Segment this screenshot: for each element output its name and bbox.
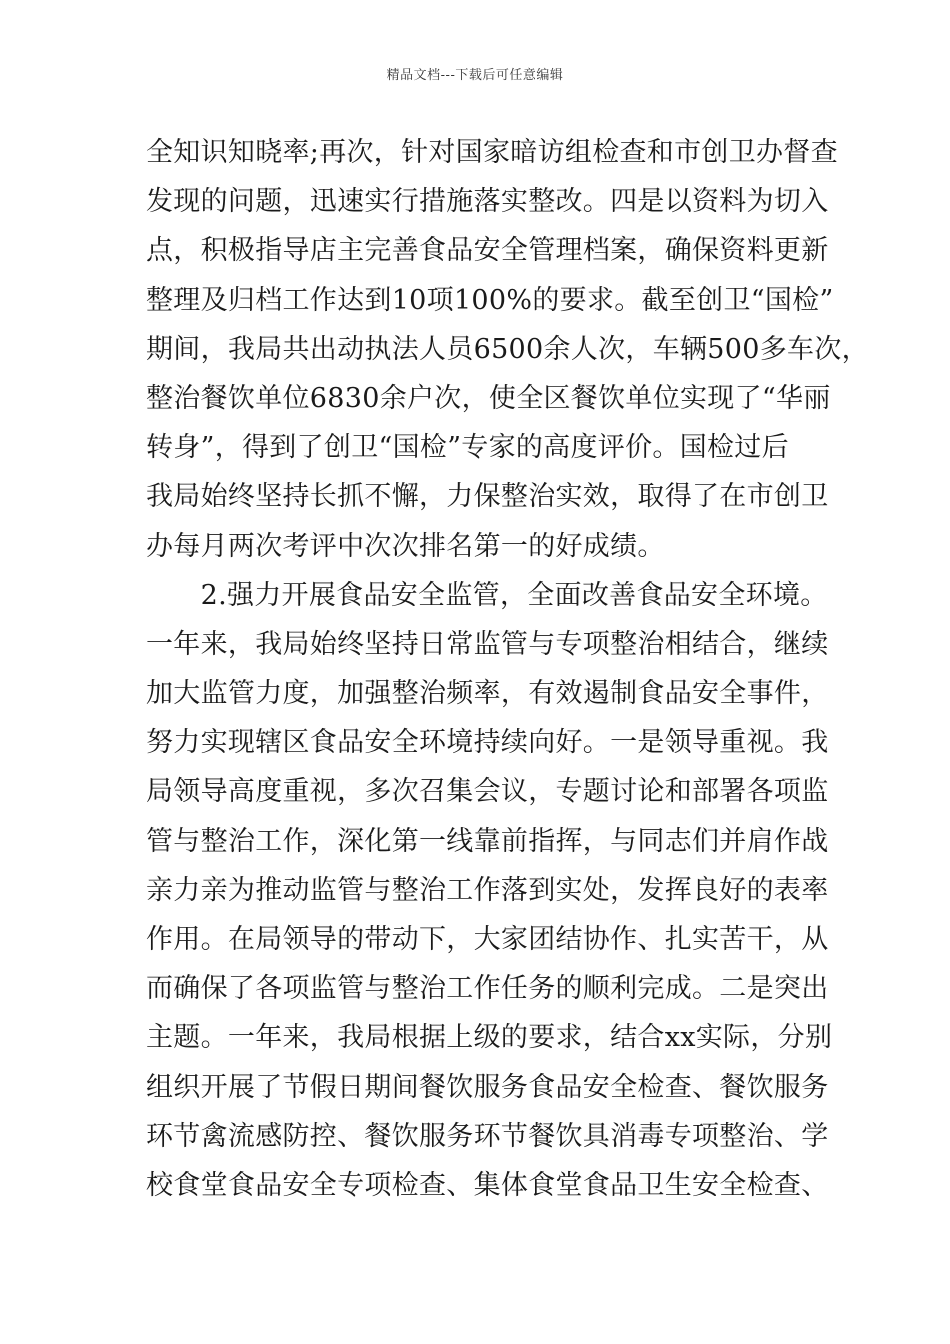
text-line: 期间，我局共出动执法人员6500余人次，车辆500多车次，	[146, 333, 869, 365]
text-line: 加大监管力度，加强整治频率，有效遏制食品安全事件，	[146, 678, 829, 710]
text-line: 管与整治工作，深化第一线靠前指挥，与同志们并肩作战	[146, 825, 829, 857]
text-line: 作用。在局领导的带动下，大家团结协作、扎实苦干，从	[146, 924, 829, 955]
text-line: 而确保了各项监管与整治工作任务的顺利完成。二是突出	[146, 973, 829, 1005]
text-line: 发现的问题，迅速实行措施落实整改。四是以资料为切入	[146, 186, 829, 218]
text-line: 全知识知晓率;再次，针对国家暗访组检查和市创卫办督查	[146, 137, 838, 168]
text-line: 整理及归档工作达到10项100%的要求。截至创卫“国检”	[146, 284, 834, 316]
text-line: 主题。一年来，我局根据上级的要求，结合xx实际，分别	[146, 1022, 833, 1054]
text-line: 努力实现辖区食品安全环境持续向好。一是领导重视。我	[146, 727, 829, 759]
page-header: 精品文档---下载后可任意编辑	[386, 68, 564, 83]
text-line: 我局始终坚持长抓不懈，力保整治实效，取得了在市创卫	[146, 481, 829, 513]
text-line: 亲力亲为推动监管与整治工作落到实处，发挥良好的表率	[146, 874, 829, 906]
text-line: 局领导高度重视，多次召集会议，专题讨论和部署各项监	[146, 776, 829, 808]
text-line: 整治餐饮单位6830余户次，使全区餐饮单位实现了“华丽	[146, 382, 831, 414]
text-line: 环节禽流感防控、餐饮服务环节餐饮具消毒专项整治、学	[146, 1120, 829, 1152]
text-line: 校食堂食品安全专项检查、集体食堂食品卫生安全检查、	[146, 1169, 829, 1201]
text-line: 一年来，我局始终坚持日常监管与专项整治相结合，继续	[146, 628, 829, 660]
text-line: 组织开展了节假日期间餐饮服务食品安全检查、餐饮服务	[146, 1071, 829, 1103]
text-line: 点，积极指导店主完善食品安全管理档案，确保资料更新	[146, 235, 829, 267]
document-body	[146, 128, 869, 1210]
text-line: 办每月两次考评中次次排名第一的好成绩。	[146, 530, 665, 562]
text-line: 2.强力开展食品安全监管，全面改善食品安全环境。	[146, 579, 828, 611]
text-line: 转身”，得到了创卫“国检”专家的高度评价。国检过后	[146, 432, 789, 464]
